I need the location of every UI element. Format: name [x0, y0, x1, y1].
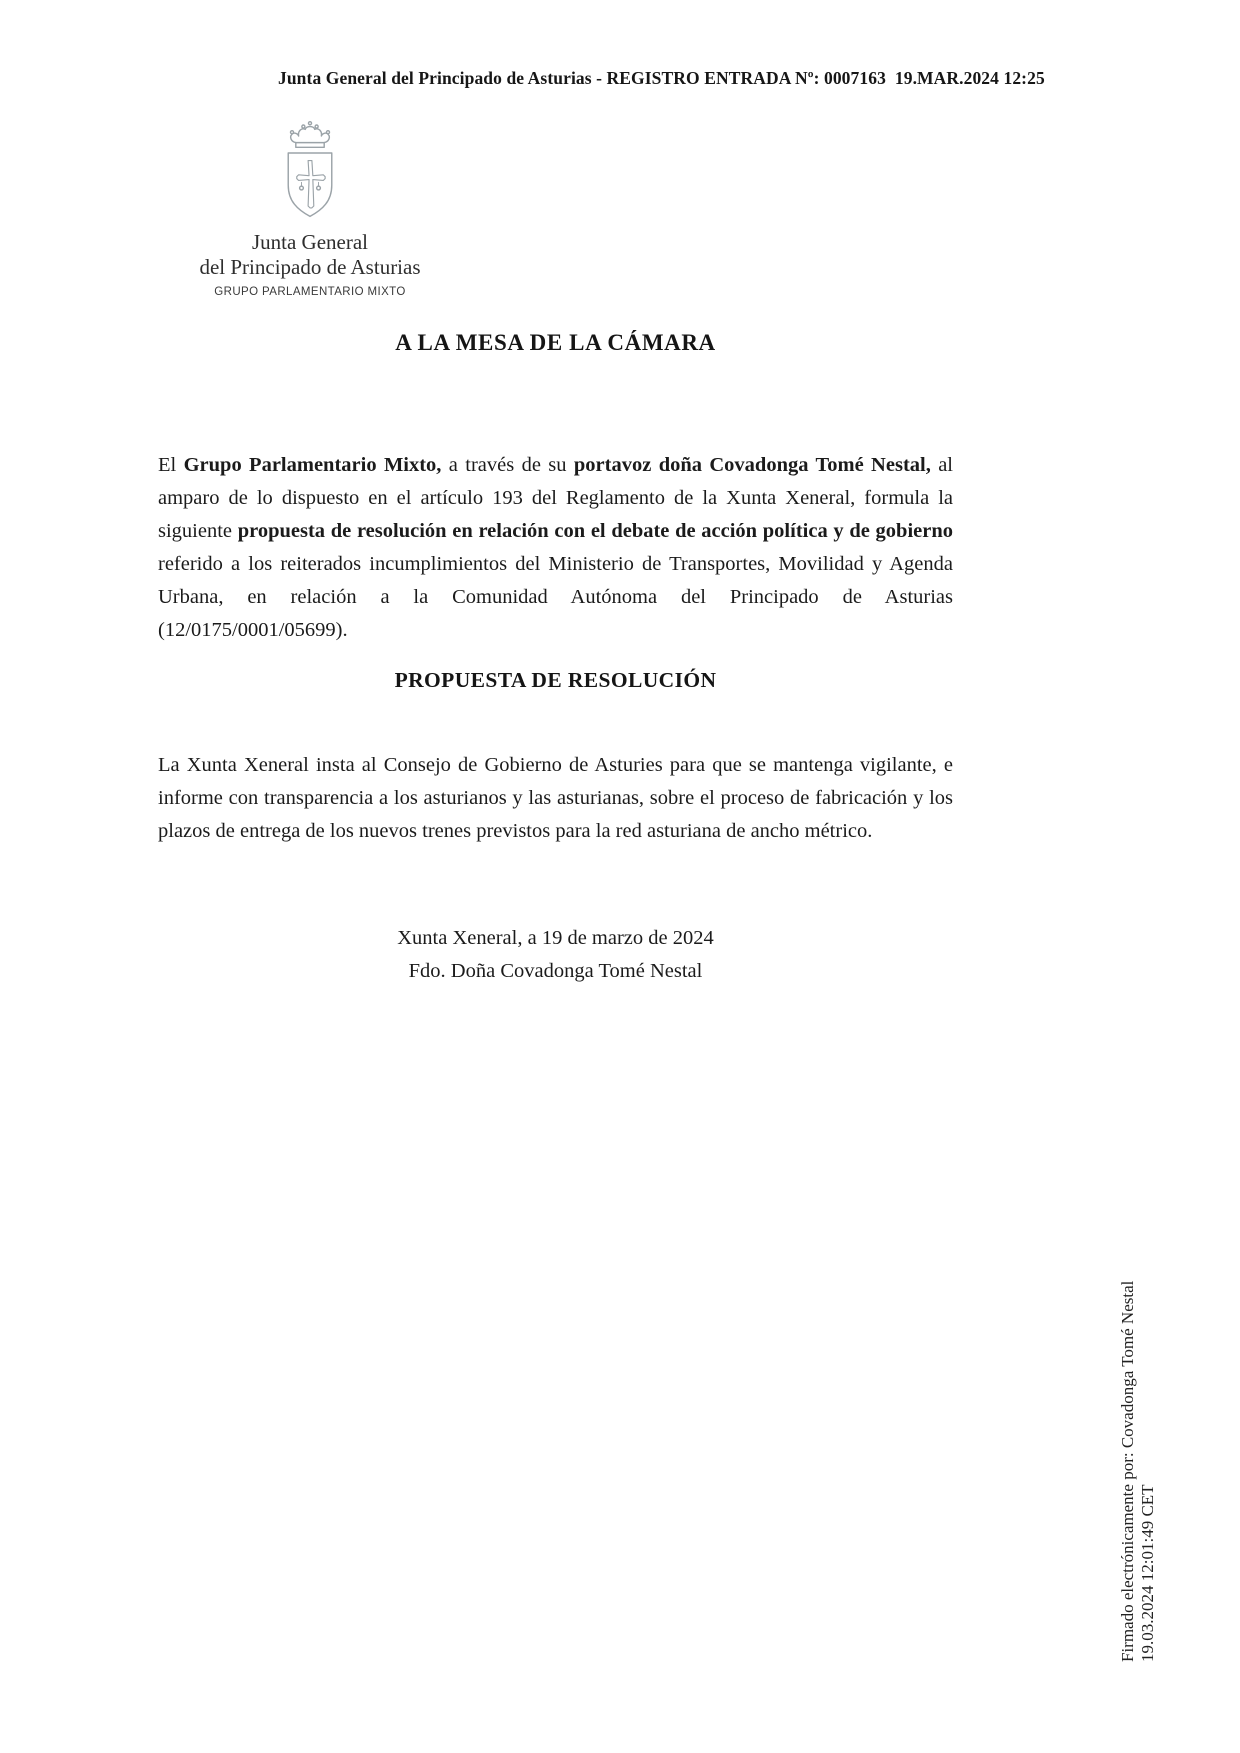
closing-date-line: Xunta Xeneral, a 19 de marzo de 2024 — [397, 927, 714, 949]
intro-paragraph — [158, 449, 953, 647]
closing-block — [158, 922, 953, 988]
resolution-paragraph: La Xunta Xeneral insta al Consejo de Gobierno de Asturies para que se mantenga vigilante, e informe con transparencia a los asturianos y las asturianas, sobre el proceso de fabricación y los plazos de entrega de los nuevos trenes previstos para la red asturiana de ancho métrico. — [158, 753, 953, 842]
closing-signed-line: Fdo. Doña Covadonga Tomé Nestal — [408, 960, 703, 982]
intro-seg-7: referido a los reiterados incumplimientos del Ministerio de Transportes, Movilidad y Agenda Urbana, en relación a la Comunidad Autónoma del Principado de Asturias (12/0175/0001/05699). — [158, 552, 953, 641]
intro-seg-6: propuesta de resolución en relación con el debate de acción política y de gobierno — [237, 519, 953, 542]
section-heading: PROPUESTA DE RESOLUCIÓN — [394, 668, 717, 692]
intro-seg-1: El — [158, 453, 184, 476]
intro-seg-2: Grupo Parlamentario Mixto, — [183, 453, 442, 476]
org-name-line2: del Principado de Asturias — [199, 255, 421, 279]
intro-seg-4: portavoz doña Covadonga Tomé Nestal, — [573, 453, 931, 476]
esignature-stamp — [1118, 1242, 1158, 1662]
intro-seg-3: a través de su — [441, 453, 574, 476]
esignature-line2: 19.03.2024 12:01:49 CET — [1138, 1484, 1157, 1662]
group-name: GRUPO PARLAMENTARIO MIXTO — [214, 286, 406, 298]
esignature-line1: Firmado electrónicamente por: Covadonga Tomé Nestal — [1118, 1280, 1137, 1662]
letterhead — [150, 118, 470, 298]
registro-stamp: Junta General del Principado de Asturias - REGISTRO ENTRADA Nº: 0007163 19.MAR.2024 12:25 — [278, 68, 1045, 88]
intro-seg-5: al amparo de lo dispuesto en el artículo 193 del Reglamento de la Xunta Xeneral, formula la siguiente — [158, 453, 954, 542]
org-name-line1: Junta General — [251, 230, 369, 254]
asturias-crest-icon — [150, 118, 470, 224]
document-title: A LA MESA DE LA CÁMARA — [395, 330, 716, 355]
